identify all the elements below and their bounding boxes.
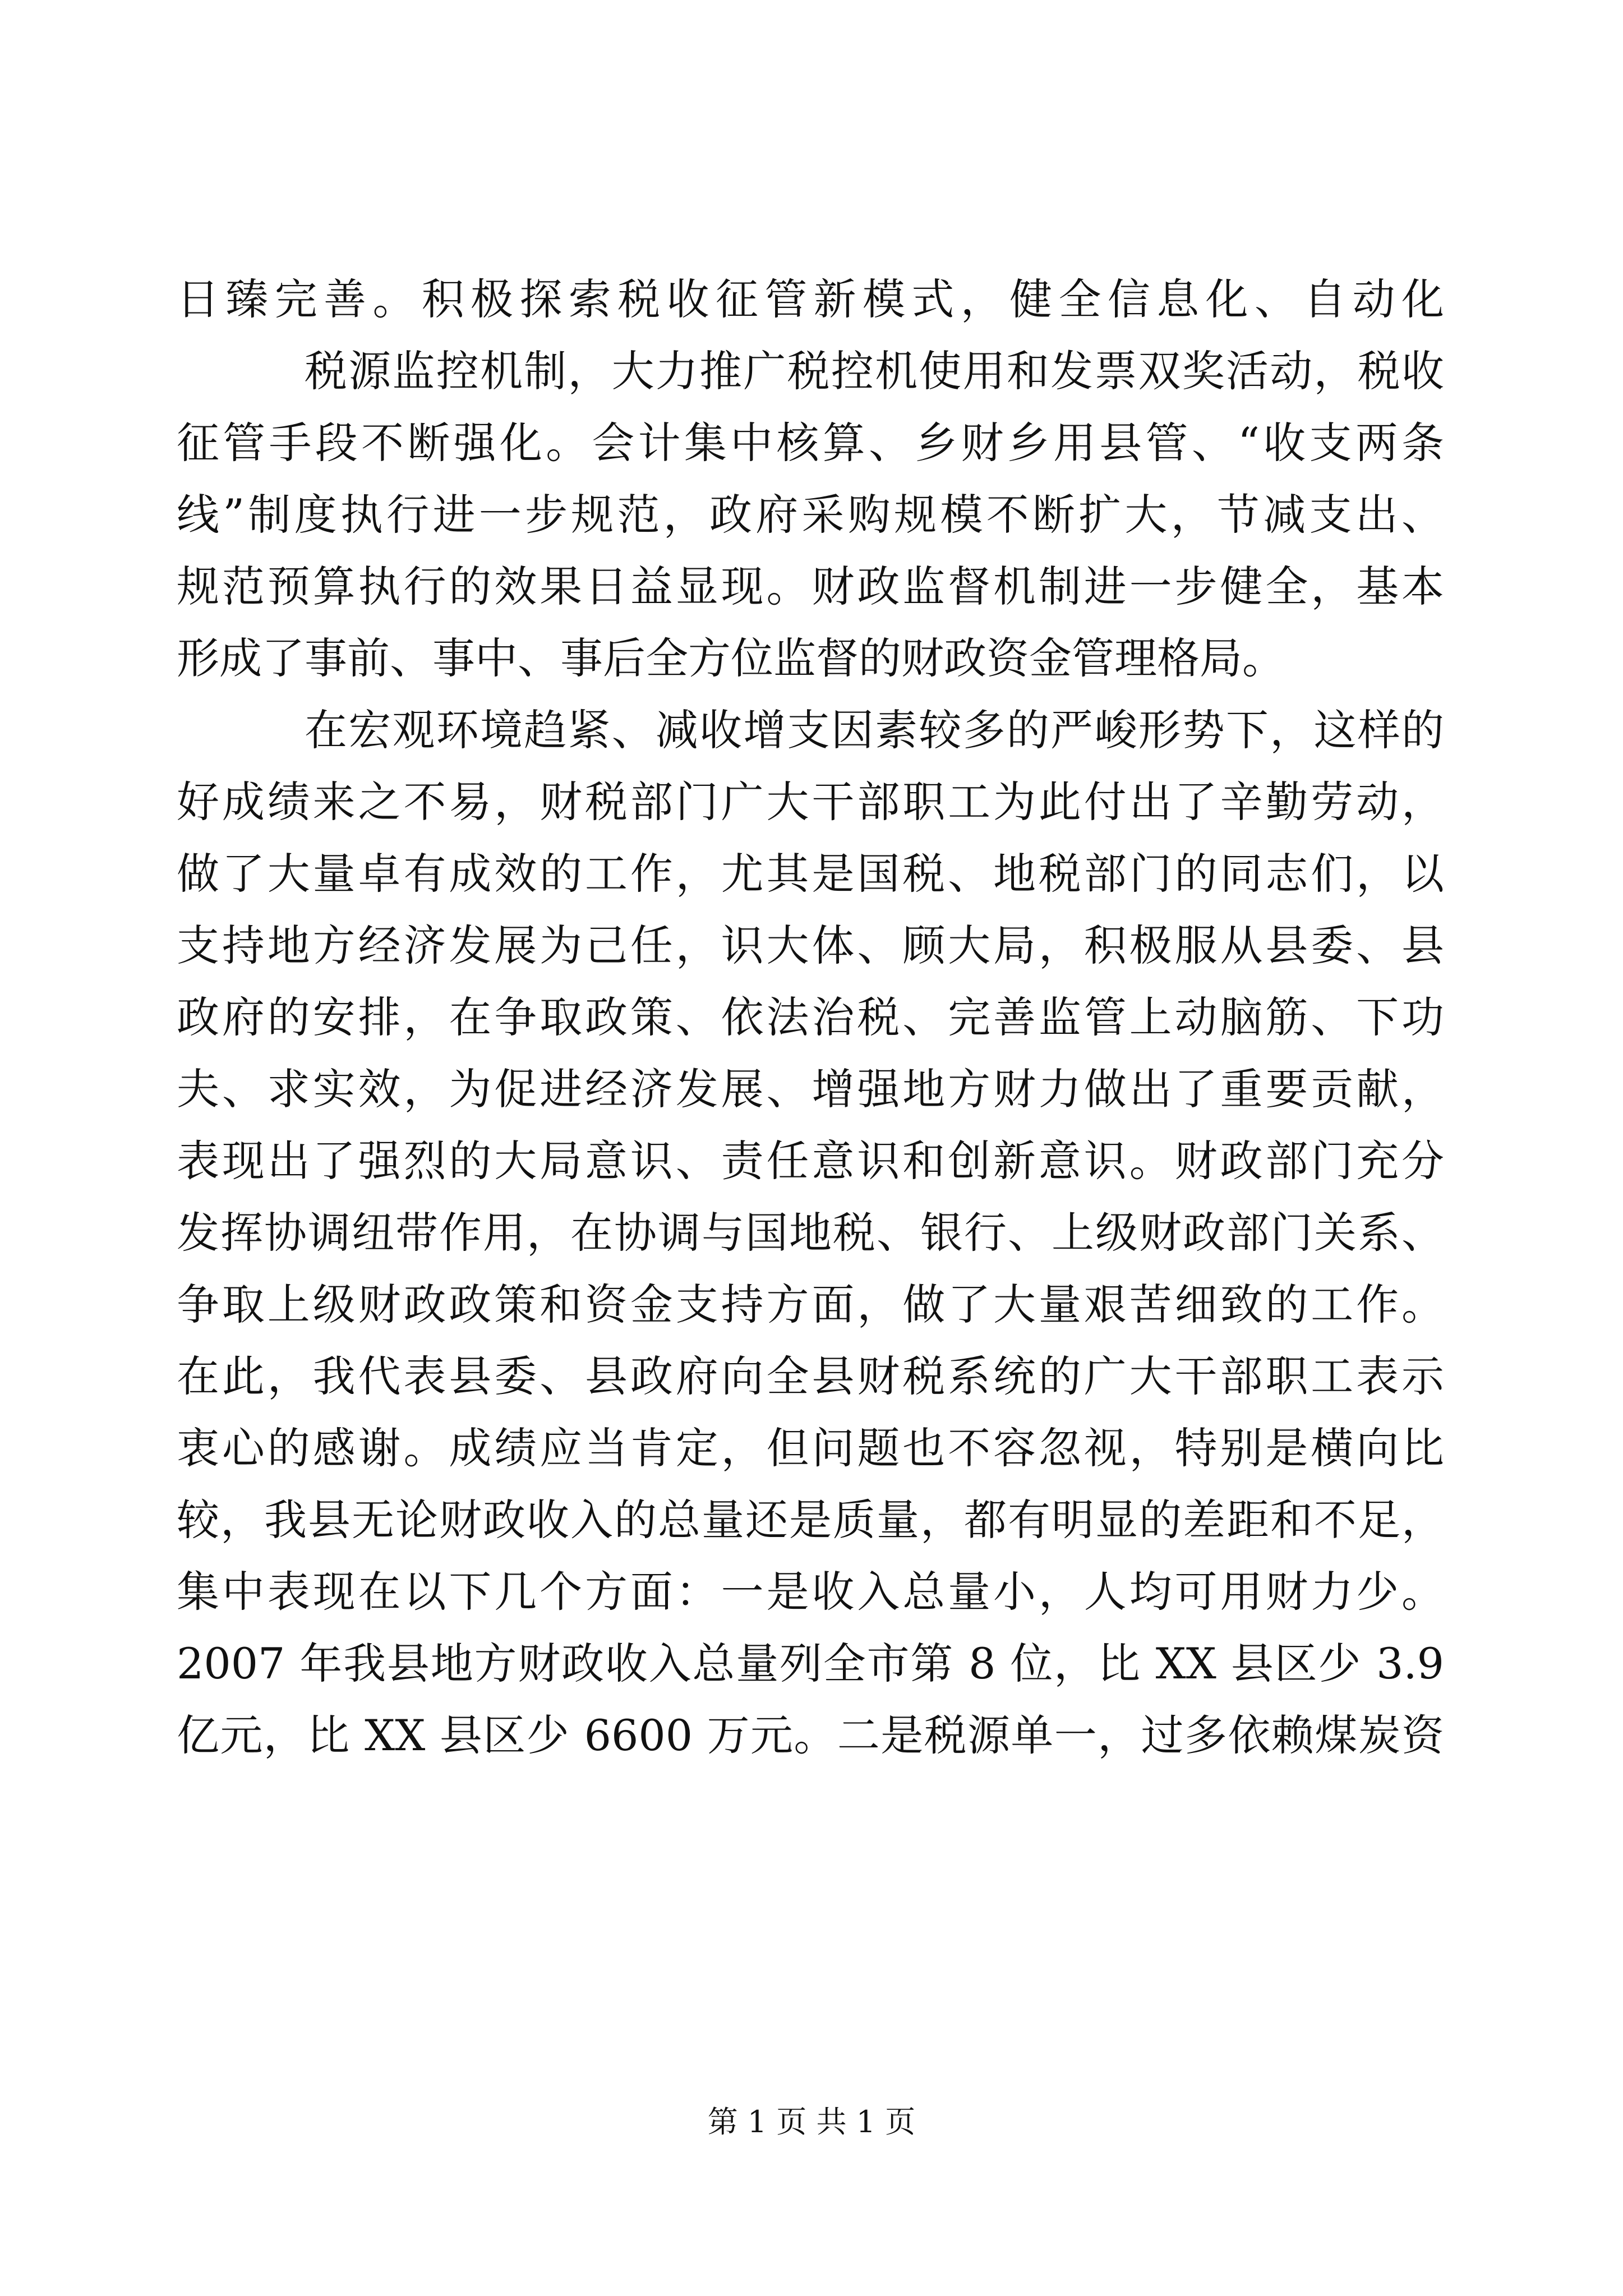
text-line: 在此，我代表县委、县政府向全县财税系统的广大干部职工表示 [177,1351,1444,1401]
text-line: 夫、求实效，为促进经济发展、增强地方财力做出了重要贡献， [177,1064,1444,1114]
text-line: 较，我县无论财政收入的总量还是质量，都有明显的差距和不足， [177,1495,1444,1545]
text-line: 争取上级财政政策和资金支持方面，做了大量艰苦细致的工作。 [177,1280,1444,1329]
text-line: 税源监控机制，大力推广税控机使用和发票双奖活动，税收 [305,346,1444,396]
text-line: 好成绩来之不易，财税部门广大干部职工为此付出了辛勤劳动， [177,777,1444,827]
text-line: 表现出了强烈的大局意识、责任意识和创新意识。财政部门充分 [177,1136,1444,1186]
text-line: 规范预算执行的效果日益显现。财政监督机制进一步健全，基本 [177,562,1444,611]
text-line: 2007 年我县地方财政收入总量列全市第 8 位，比 XX 县区少 3.9 [177,1639,1444,1688]
text-line: 集中表现在以下几个方面：一是收入总量小，人均可用财力少。 [177,1567,1444,1617]
text-line: 发挥协调纽带作用，在协调与国地税、银行、上级财政部门关系、 [177,1208,1444,1258]
text-line: 日臻完善。积极探索税收征管新模式，健全信息化、自动化 [177,274,1444,324]
text-line: 衷心的感谢。成绩应当肯定，但问题也不容忽视，特别是横向比 [177,1423,1444,1473]
body-text [177,264,1444,1772]
text-line: 支持地方经济发展为己任，识大体、顾大局，积极服从县委、县 [177,921,1444,970]
text-line: 在宏观环境趋紧、减收增支因素较多的严峻形势下，这样的 [305,705,1444,755]
text-line: 形成了事前、事中、事后全方位监督的财政资金管理格局。 [177,633,1285,683]
text-line: 征管手段不断强化。会计集中核算、乡财乡用县管、“收支两条 [177,418,1444,468]
page-footer [0,2102,1623,2142]
text-line: 做了大量卓有成效的工作，尤其是国税、地税部门的同志们，以 [177,849,1444,899]
text-line: 亿元，比 XX 县区少 6600 万元。二是税源单一，过多依赖煤炭资 [177,1710,1444,1760]
text-line: 线”制度执行进一步规范，政府采购规模不断扩大，节减支出、 [177,490,1444,540]
text-line: 政府的安排，在争取政策、依法治税、完善监管上动脑筋、下功 [177,992,1444,1042]
page-number: 第 1 页 共 1 页 [707,2104,916,2139]
